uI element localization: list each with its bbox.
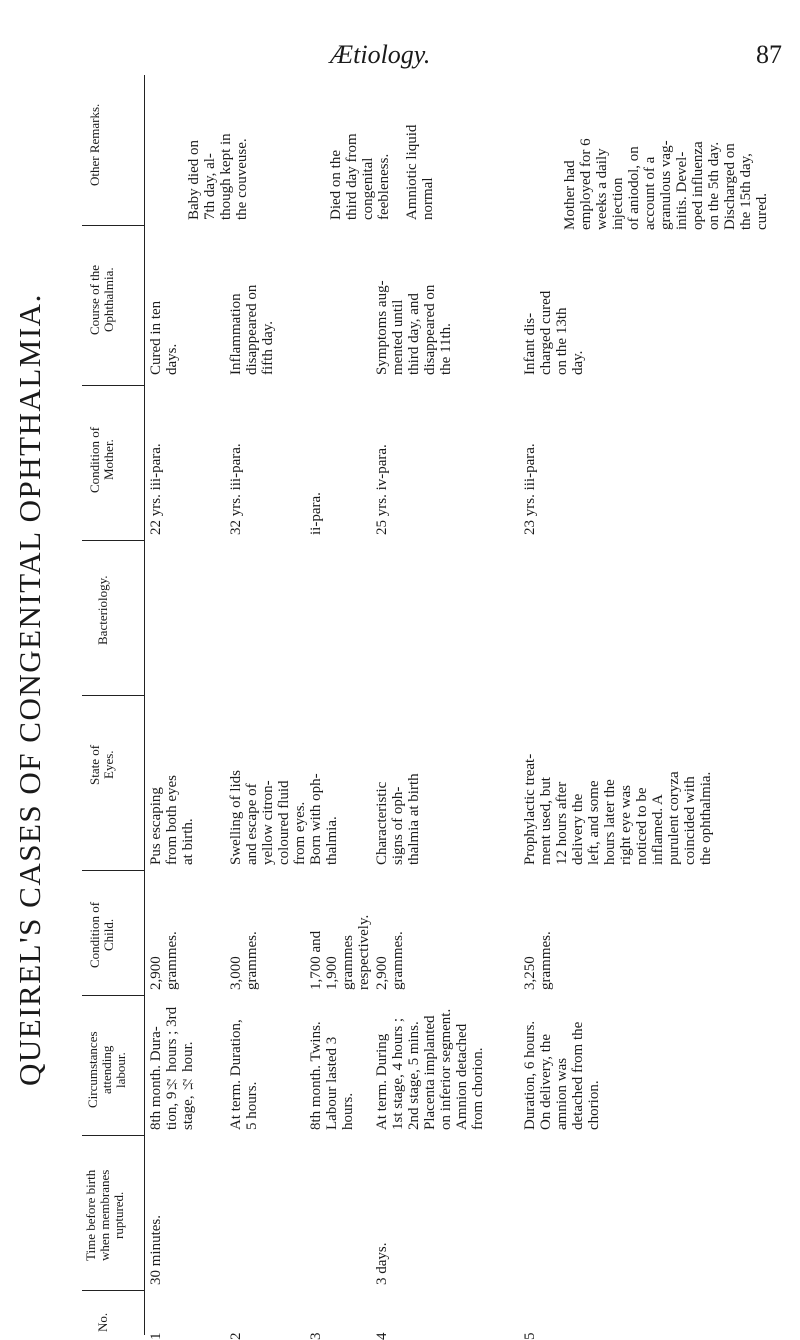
row4-course: Symptoms aug- mented until third day, and disappeared on the 11th. bbox=[374, 280, 454, 375]
row4-mother: 25 yrs. iv-para. bbox=[374, 444, 390, 535]
header-bacteriology: Bacteriology. bbox=[95, 575, 110, 645]
row5-circumstances: Duration, 6 hours. On delivery, the amnion was detached from the chorion. bbox=[522, 1020, 602, 1130]
row2-child: 3,000 grammes. bbox=[228, 931, 260, 990]
header-course: Course of the Ophthalmia. bbox=[87, 264, 116, 336]
row4-no: 4 bbox=[374, 1332, 390, 1340]
row4-circumstances: At term. During 1st stage, 4 hours ; 2nd stage, 5 mins. Placenta implanted on inferior segment. Amnion detached from chorion. bbox=[374, 1008, 486, 1130]
row5-child: 3,250 grammes. bbox=[522, 931, 554, 990]
row4-eyes: Characteristic signs of oph- thalmia at birth bbox=[374, 773, 422, 865]
row4-remarks: Amniotic liquid normal bbox=[404, 124, 436, 220]
row5-eyes: Prophylactic treat- ment used, but 12 hours after delivery the left, and some hours later the right eye was noticed to be inflamed. A purulent coryza coincided with the ophthalmia. bbox=[522, 753, 714, 865]
header-eyes: State of Eyes. bbox=[87, 744, 116, 786]
row5-course: Infant dis- charged cured on the 13th day. bbox=[522, 290, 586, 375]
row3-mother: ii-para. bbox=[308, 492, 324, 535]
row1-mother: 22 yrs. iii-para. bbox=[148, 443, 164, 535]
sep-7 bbox=[82, 1135, 144, 1136]
row2-circumstances: At term. Duration, 5 hours. bbox=[228, 1019, 260, 1130]
row4-child: 2,900 grammes. bbox=[374, 931, 406, 990]
row2-mother: 32 yrs. iii-para. bbox=[228, 443, 244, 535]
table-border-left bbox=[144, 75, 145, 1335]
header-circumstances: Circumstances attending labour. bbox=[85, 1031, 128, 1109]
row2-course: Inflammation disappeared on fifth day. bbox=[228, 284, 276, 375]
row3-remarks: Died on the third day from congenital feebleness. bbox=[328, 133, 392, 220]
row2-eyes: Swelling of lids and escape of yellow citron- coloured fluid from eyes. bbox=[228, 769, 308, 865]
row1-child: 2,900 grammes. bbox=[148, 931, 180, 990]
row2-no: 2 bbox=[228, 1332, 244, 1340]
sep-2 bbox=[82, 385, 144, 386]
sep-4 bbox=[82, 695, 144, 696]
row5-mother: 23 yrs. iii-para. bbox=[522, 443, 538, 535]
row1-eyes: Pus escaping from both eyes at birth. bbox=[148, 775, 196, 865]
sep-3 bbox=[82, 540, 144, 541]
side-title: QUEIREL'S CASES OF CONGENITAL OPHTHALMIA. bbox=[12, 293, 47, 1087]
sep-8 bbox=[82, 1290, 144, 1291]
row1-remarks: Baby died on 7th day, al- though kept in the couveuse. bbox=[186, 133, 250, 220]
row3-no: 3 bbox=[308, 1332, 324, 1340]
cases-table bbox=[82, 75, 787, 1340]
header-remarks: Other Remarks. bbox=[87, 103, 102, 187]
header-time: Time before birth when membranes ruptured. bbox=[83, 1169, 126, 1261]
row1-circumstances: 8th month. Dura- tion, 9½ hours ; 3rd stage, ½ hour. bbox=[148, 1006, 196, 1130]
sep-6 bbox=[82, 995, 144, 996]
header-no: No. bbox=[95, 1312, 110, 1332]
sep-5 bbox=[82, 870, 144, 871]
row5-remarks: Mother had employed for 6 weeks a daily injection of aniodol, on account of a granulous vag- initis. Devel- oped influenza on the 5th day. Discharged on the 15th day, cured. bbox=[562, 138, 770, 230]
row1-no: 1 bbox=[148, 1332, 164, 1340]
header-mother: Condition of Mother. bbox=[87, 426, 116, 494]
row1-time: 30 minutes. bbox=[148, 1215, 164, 1285]
row5-no: 5 bbox=[522, 1332, 538, 1340]
page-number: 87 bbox=[756, 40, 782, 69]
row4-time: 3 days. bbox=[374, 1242, 390, 1285]
row3-child: 1,700 and 1,900 grammes respectively. bbox=[308, 914, 372, 990]
header-child: Condition of Child. bbox=[87, 901, 116, 969]
row3-circumstances: 8th month. Twins. Labour lasted 3 hours. bbox=[308, 1021, 356, 1130]
row3-eyes: Born with oph- thalmia. bbox=[308, 773, 340, 865]
row1-course: Cured in ten days. bbox=[148, 300, 180, 375]
sep-1 bbox=[82, 225, 144, 226]
running-head: Ætiology. bbox=[330, 40, 431, 69]
